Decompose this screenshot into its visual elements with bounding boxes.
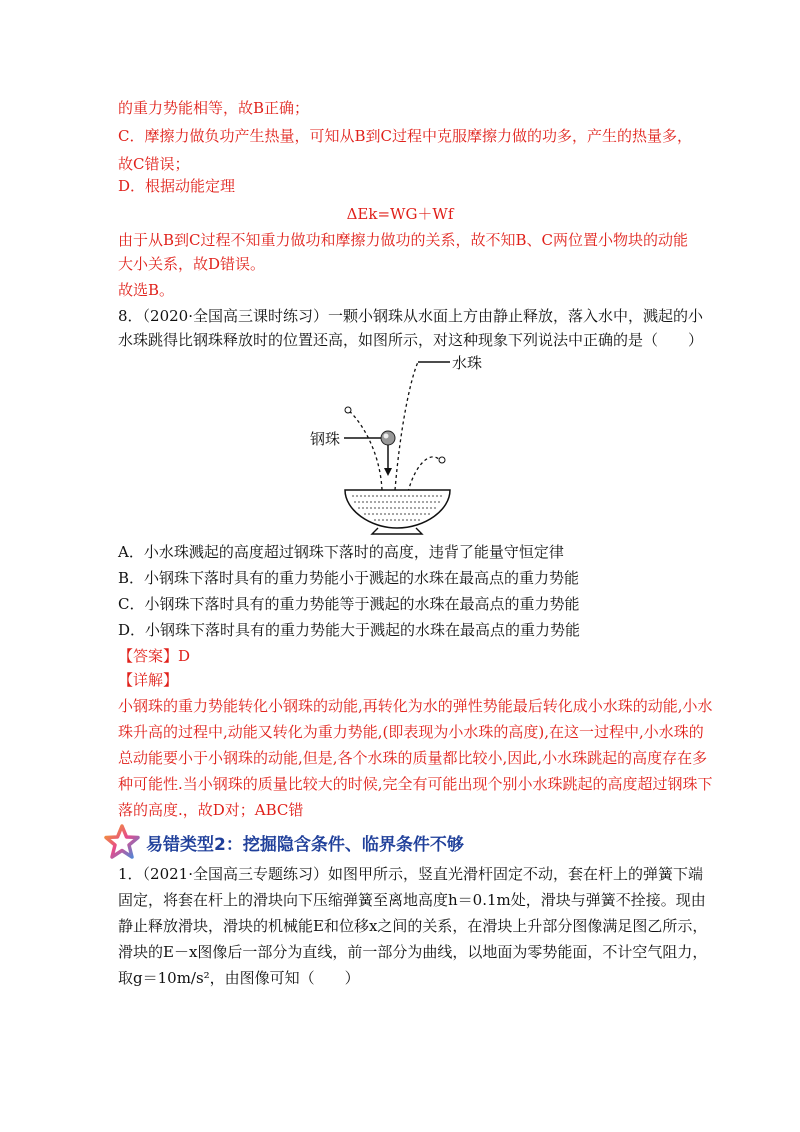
water-drop-left (345, 407, 351, 413)
bowl-base (372, 528, 422, 534)
question8-stem-line-2: 水珠跳得比钢珠释放时的位置还高，如图所示，对这种现象下列说法中正确的是（ ） (118, 331, 704, 349)
water-drop-trajectory-high (395, 362, 418, 490)
detail-title: 【详解】 (118, 671, 179, 689)
question1-line-4: 滑块的E－x图像后一部分为直线，前一部分为曲线，以地面为零势能面，不计空气阻力， (118, 943, 708, 961)
question1-line-2: 固定，将套在杆上的滑块向下压缩弹簧至离地高度h＝0.1m处，滑块与弹簧不拴接。现由 (118, 891, 706, 909)
question1-line-3: 静止释放滑块，滑块的机械能E和位移x之间的关系，在滑块上升部分图像满足图乙所示， (118, 917, 708, 935)
kinetic-energy-formula: ΔEk=WG＋Wf (346, 205, 454, 223)
section-title: 易错类型2：挖掘隐含条件、临界条件不够 (146, 834, 464, 855)
option-d: D．小钢珠下落时具有的重力势能大于溅起的水珠在最高点的重力势能 (118, 621, 581, 639)
steel-ball-water-figure (300, 350, 510, 535)
water-drop-right (439, 457, 445, 463)
water-drop-trajectory-right (408, 457, 440, 492)
question1-line-5: 取g＝10m/s²，由图像可知（ ） (118, 969, 360, 987)
question8-stem-line-1: 8．（2020·全国高三课时练习）一颗小钢珠从水面上方由静止释放，落入水中，溅起的小 (118, 307, 703, 325)
steel-ball-label: 钢珠 (310, 430, 341, 448)
section-heading (104, 822, 464, 862)
question1-line-1: 1．（2021·全国高三专题练习）如图甲所示，竖直光滑杆固定不动，套在杆上的弹簧下端 (118, 865, 703, 883)
detail-line-4: 种可能性.当小钢珠的质量比较大的时候,完全有可能出现个别小水珠跳起的高度超过钢珠下 (118, 775, 713, 793)
steel-ball (381, 431, 395, 445)
detail-line-1: 小钢珠的重力势能转化小钢珠的动能,再转化为水的弹性势能最后转化成小水珠的动能,小水 (118, 697, 713, 715)
water-drop-trajectory-left (348, 410, 382, 490)
answer-label: 【答案】D (118, 647, 191, 665)
detail-line-3: 总动能要小于小钢珠的动能,但是,各个水珠的质量都比较小,因此,小水珠跳起的高度存在多 (118, 749, 708, 767)
explanation-line-6: 大小关系，故D错误。 (118, 255, 266, 273)
fall-arrow-head (384, 468, 392, 476)
explanation-line-1: 的重力势能相等，故B正确； (118, 99, 310, 117)
detail-line-2: 珠升高的过程中,动能又转化为重力势能,(即表现为小水珠的高度),在这一过程中,小水珠的 (118, 723, 704, 741)
water-drop-label: 水珠 (452, 354, 483, 372)
explanation-line-7: 故选B。 (118, 281, 175, 299)
option-c: C．小钢珠下落时具有的重力势能等于溅起的水珠在最高点的重力势能 (118, 595, 580, 613)
option-b: B．小钢珠下落时具有的重力势能小于溅起的水珠在最高点的重力势能 (118, 569, 580, 587)
explanation-line-3: 故C错误； (118, 155, 190, 173)
explanation-line-5: 由于从B到C过程不知重力做功和摩擦力做功的关系，故不知B、C两位置小物块的动能 (118, 231, 689, 249)
steel-ball-highlight (384, 434, 389, 439)
detail-line-5: 落的高度.，故D对；ABC错 (118, 801, 304, 819)
explanation-line-4: D．根据动能定理 (118, 177, 236, 195)
star-icon (104, 824, 140, 860)
option-a: A．小水珠溅起的高度超过钢珠下落时的高度，违背了能量守恒定律 (118, 543, 564, 561)
explanation-line-2: C．摩擦力做负功产生热量，可知从B到C过程中克服摩擦力做的功多，产生的热量多， (118, 127, 692, 145)
